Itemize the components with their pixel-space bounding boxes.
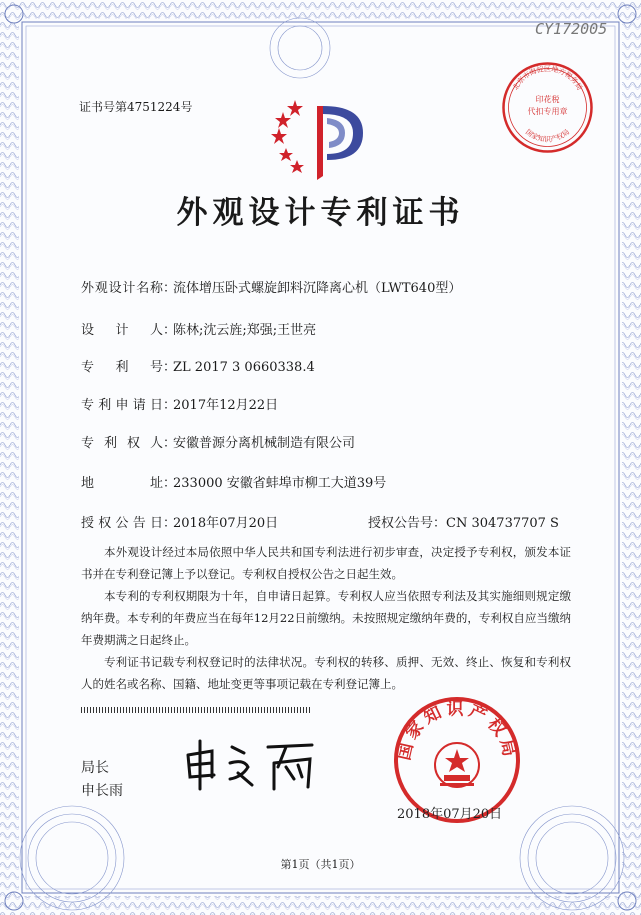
field-value: 陈林;沈云旌;郑强;王世亮 xyxy=(173,323,317,338)
field-label: 地址 xyxy=(81,476,163,491)
field-label: 专利权人 xyxy=(81,436,163,451)
page-title: 外观设计专利证书 xyxy=(176,195,465,231)
field-value: 233000 安徽省蚌埠市柳工大道39号 xyxy=(173,476,387,491)
field-designer: 设计人：陈林;沈云旌;郑强;王世亮 xyxy=(81,319,316,338)
field-label: 外观设计名称 xyxy=(81,281,163,296)
field-address: 地址：233000 安徽省蚌埠市柳工大道39号 xyxy=(81,472,386,491)
field-value: 安徽普源分离机械制造有限公司 xyxy=(173,436,356,451)
field-announce-date: 授权公告日：2018年07月20日 xyxy=(81,512,278,531)
field-announce-number: 授权公告号：CN 304737707 S xyxy=(368,516,559,531)
signer-name: 申长雨 xyxy=(81,783,123,799)
barcode xyxy=(81,707,311,713)
paragraph-term: 本专利的专利权期限为十年，自申请日起算。专利权人应当依照专利法及其实施细则规定缴纳年费。本专利的年费应当在每年12月22日前缴纳。未按照规定缴纳年费的，专利权自应当缴纳年费期满之日起终止。 xyxy=(81,589,571,647)
star-icon xyxy=(275,112,291,128)
stamp-duty-seal xyxy=(500,60,595,155)
field-value: 2018年07月20日 xyxy=(173,516,279,531)
seal-ring-text: 国家知识产权局 xyxy=(394,699,520,763)
page-footer: 第1页（共1页） xyxy=(280,858,361,871)
field-label: 设计人 xyxy=(81,323,163,338)
seal-center-text: 印花税 xyxy=(535,95,560,104)
paragraph-legal-status: 专利证书记载专利权登记时的法律状况。专利权的转移、质押、无效、终止、恢复和专利权人的姓名或名称、国籍、地址变更等事项记载在专利登记簿上。 xyxy=(81,655,571,691)
seal-center-text: 代扣专用章 xyxy=(527,107,568,116)
field-label: 授权公告日 xyxy=(81,516,163,531)
field-label: 专利号 xyxy=(81,360,163,375)
seal-date: 2018年07月20日 xyxy=(397,807,503,822)
seal-bottom-text: 国家知识产权局 xyxy=(523,128,572,144)
field-value: 流体增压卧式螺旋卸料沉降离心机（LWT640型） xyxy=(173,281,462,296)
field-value: CN 304737707 S xyxy=(446,516,559,531)
star-icon xyxy=(290,160,304,173)
paragraph-grant: 本外观设计经过本局依照中华人民共和国专利法进行初步审查，决定授予专利权，颁发本证书并在专利登记簿上予以登记。专利权自授权公告之日起生效。 xyxy=(81,545,571,581)
field-value: 2017年12月22日 xyxy=(173,398,279,413)
certificate-number: 证书号第4751224号 xyxy=(79,100,193,114)
field-application-date: 专利申请日：2017年12月22日 xyxy=(81,394,278,413)
signer-title: 局长 xyxy=(81,760,109,776)
field-patent-number: 专利号：ZL 2017 3 0660338.4 xyxy=(81,356,315,375)
star-icon xyxy=(287,100,303,116)
national-emblem-icon xyxy=(435,743,479,787)
field-patentee: 专利权人：安徽普源分离机械制造有限公司 xyxy=(81,432,355,451)
field-label: 授权公告号 xyxy=(368,516,434,531)
star-icon xyxy=(271,128,287,144)
signature xyxy=(182,733,322,793)
field-label: 专利申请日 xyxy=(81,398,163,413)
field-value: ZL 2017 3 0660338.4 xyxy=(173,360,315,375)
star-icon xyxy=(279,148,293,161)
patent-office-logo xyxy=(265,88,380,183)
handwritten-note: CY172005 xyxy=(535,20,608,38)
field-design-name: 外观设计名称：流体增压卧式螺旋卸料沉降离心机（LWT640型） xyxy=(81,277,461,296)
seal-ring-text: 北京市海淀区地方税务局 xyxy=(511,65,584,92)
